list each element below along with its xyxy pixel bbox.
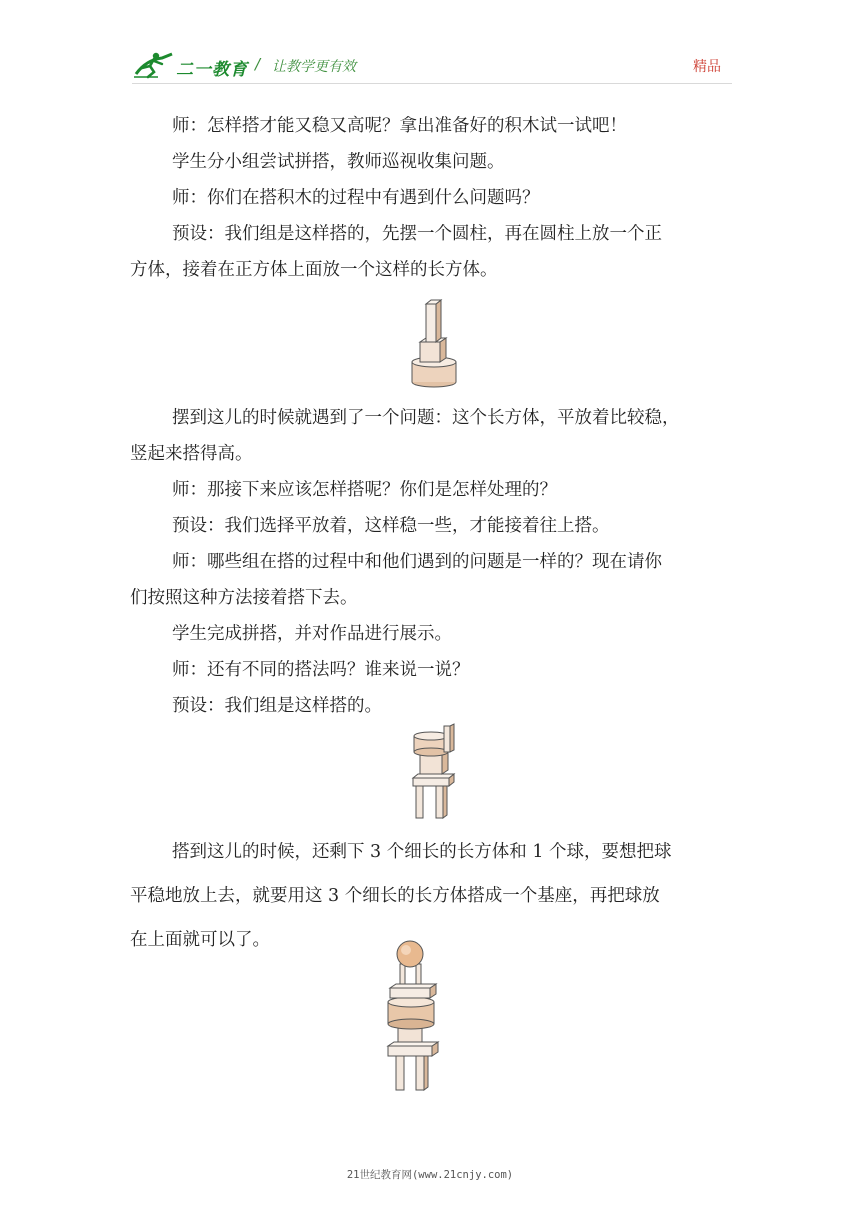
paragraph: 搭到这儿的时候，还剩下 3 个细长的长方体和 1 个球，要想把球 [172,842,672,862]
paragraph: 预设：我们选择平放着，这样稳一些，才能接着往上搭。 [172,516,610,536]
paragraph: 们按照这种方法接着搭下去。 [130,588,358,608]
paragraph: 方体，接着在正方体上面放一个这样的长方体。 [130,260,498,280]
header-slogan: 让教学更有效 [272,59,356,75]
paragraph: 在上面就可以了。 [130,930,270,950]
runner-logo-icon [132,50,180,80]
paragraph: 平稳地放上去，就要用这 3 个细长的长方体搭成一个基座，再把球放 [130,886,660,906]
paragraph: 摆到这儿的时候就遇到了一个问题：这个长方体，平放着比较稳， [172,408,680,428]
page-header [0,0,860,90]
paragraph: 预设：我们组是这样搭的，先摆一个圆柱，再在圆柱上放一个正 [172,224,662,244]
logo-text: 二一教育 [176,60,248,80]
block-tower-figure-3 [382,938,442,1092]
quality-badge: 精品 [693,59,721,75]
paragraph: 学生完成拼搭，并对作品进行展示。 [172,624,452,644]
paragraph: 师：哪些组在搭的过程中和他们遇到的问题是一样的？现在请你 [172,552,662,572]
block-tower-figure-2 [408,722,460,820]
paragraph: 师：那接下来应该怎样搭呢？你们是怎样处理的？ [172,480,557,500]
paragraph: 师：你们在搭积木的过程中有遇到什么问题吗？ [172,188,540,208]
block-tower-figure-1 [408,296,462,388]
header-separator: / [255,55,261,73]
page-footer: 21世纪教育网(www.21cnjy.com) [346,1169,514,1181]
header-divider [132,83,732,84]
paragraph: 师：还有不同的搭法吗？谁来说一说？ [172,660,470,680]
paragraph: 学生分小组尝试拼搭，教师巡视收集问题。 [172,152,505,172]
paragraph: 师：怎样搭才能又稳又高呢？拿出准备好的积木试一试吧！ [172,116,627,136]
paragraph: 竖起来搭得高。 [130,444,253,464]
paragraph: 预设：我们组是这样搭的。 [172,696,382,716]
